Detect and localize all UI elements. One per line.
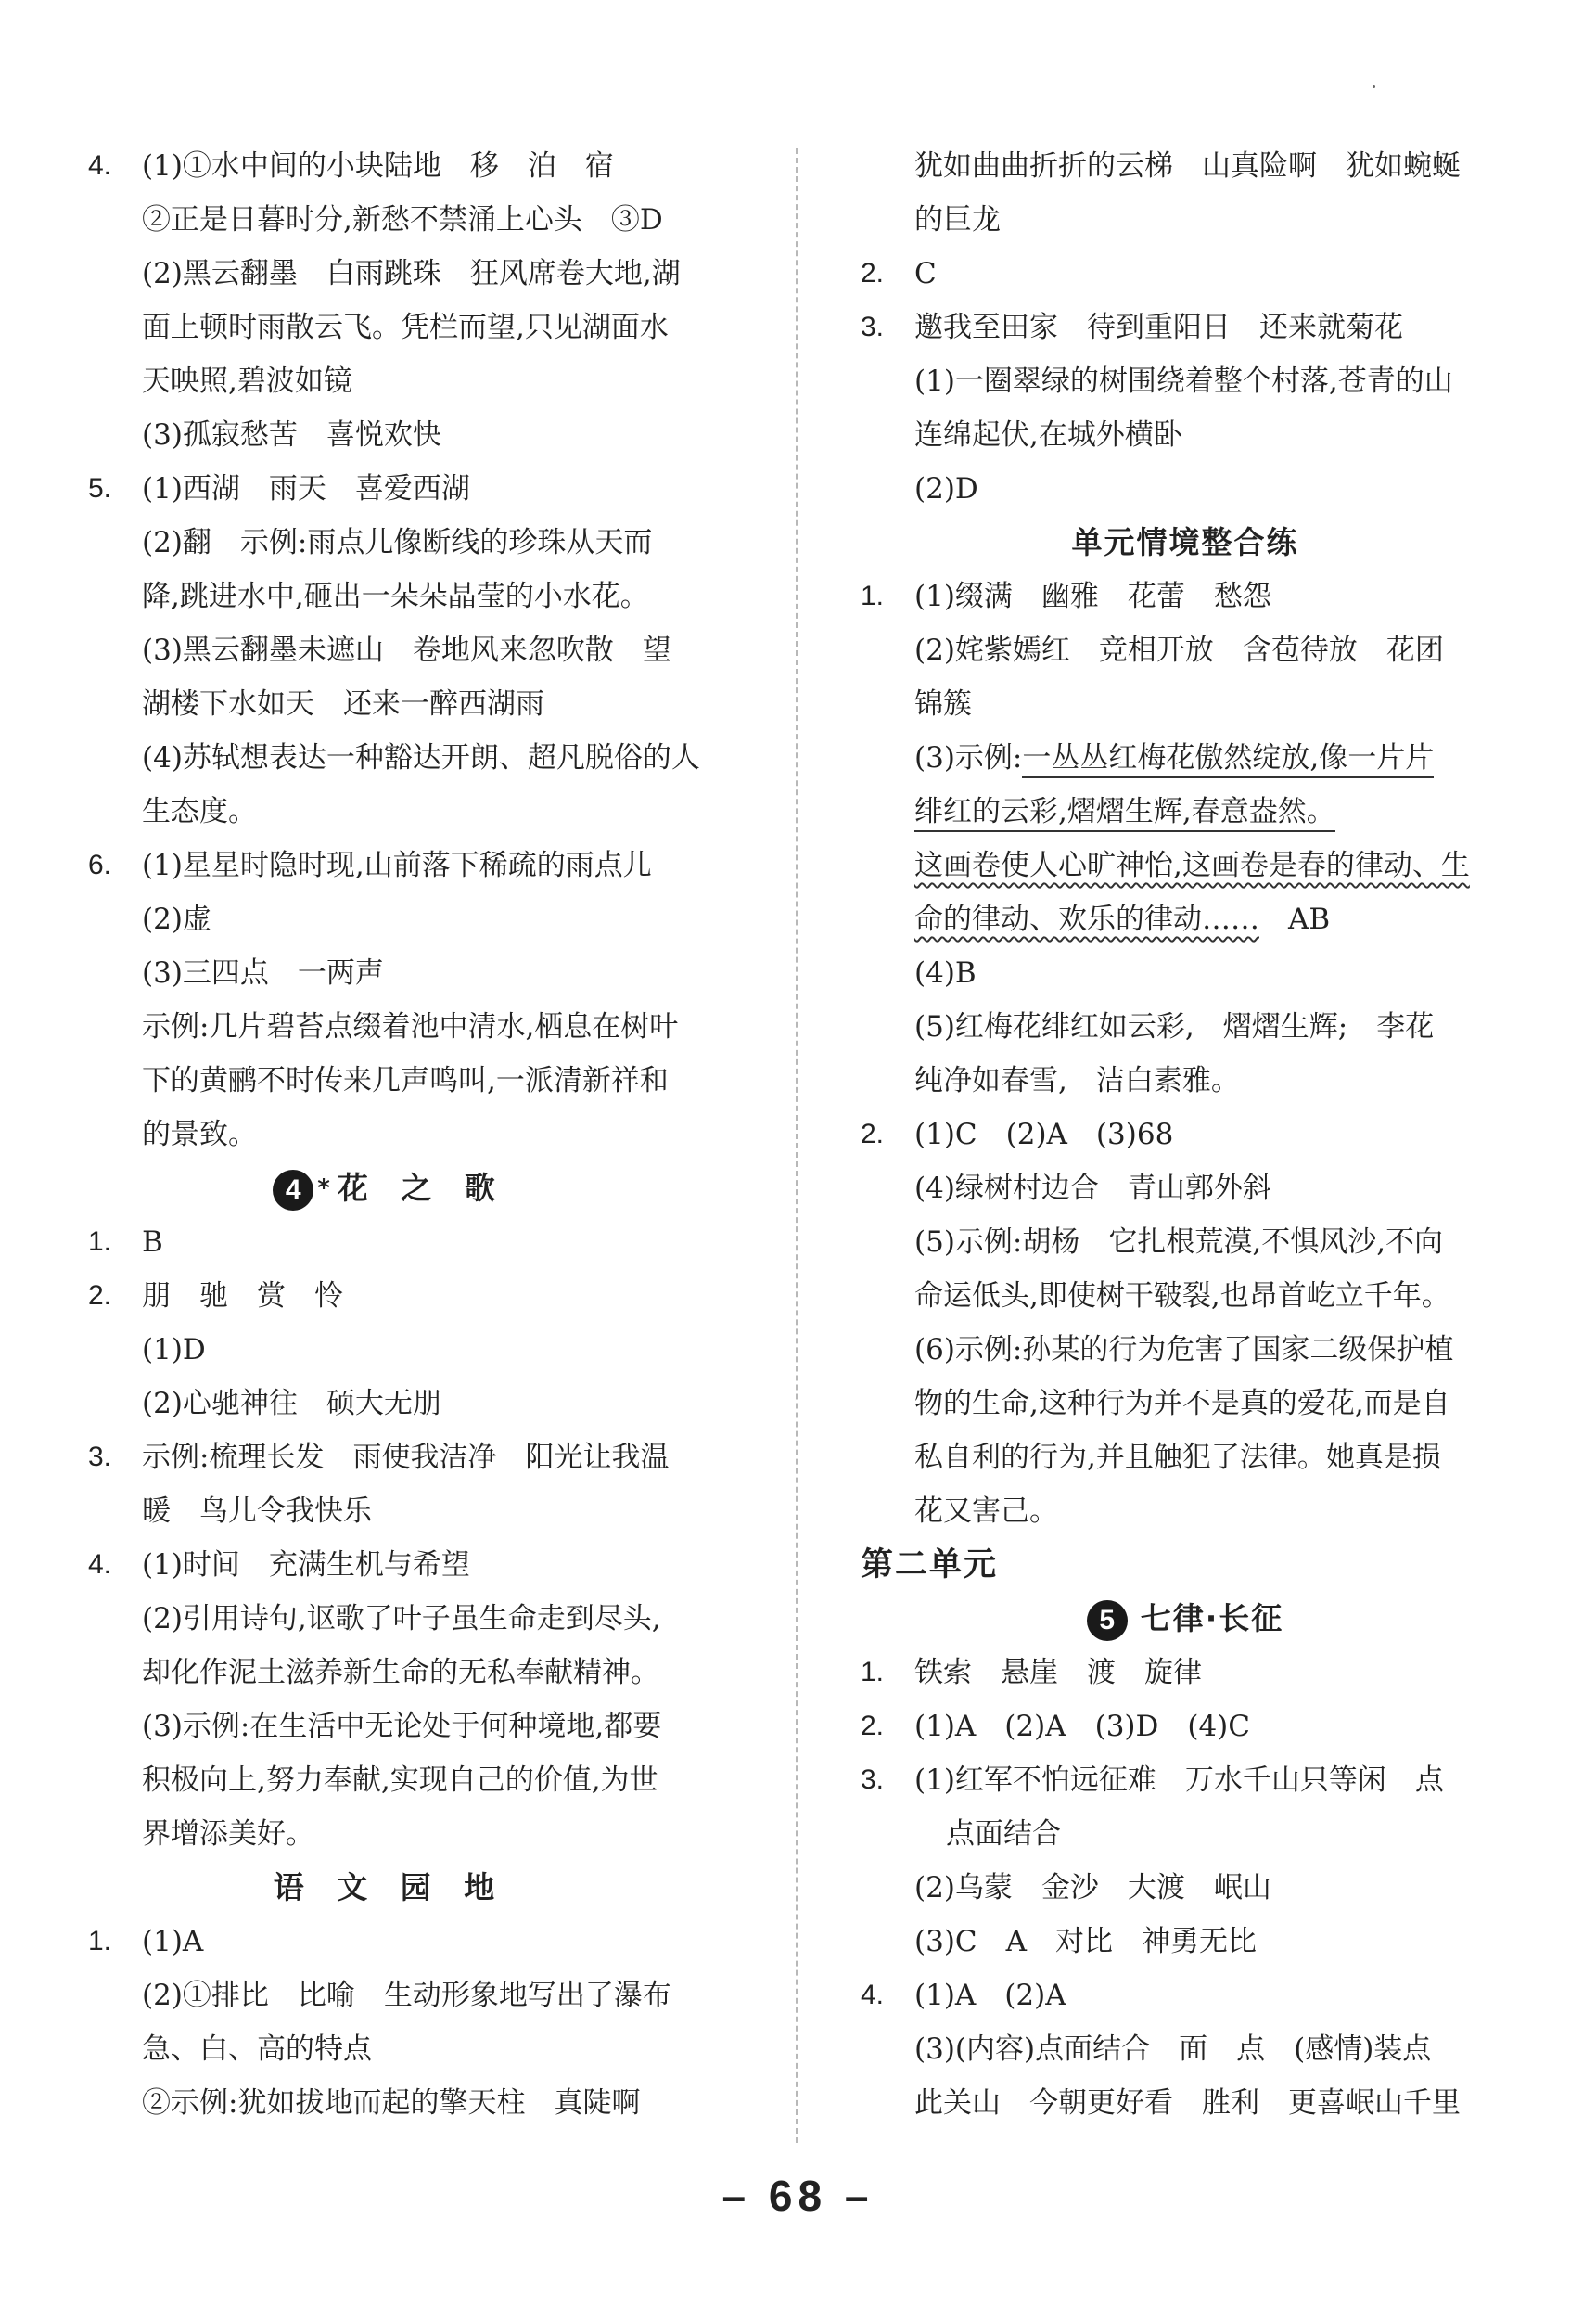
- answer-line: (2)虚: [142, 903, 211, 936]
- question-number: 4.: [88, 150, 112, 181]
- answer-line: (5)示例:胡杨 它扎根荒漠,不惧风沙,不向: [914, 1225, 1444, 1259]
- answer-line: 点面结合: [946, 1817, 1061, 1851]
- answer-line: (3)孤寂愁苦 喜悦欢快: [142, 418, 441, 452]
- answer-line: 命运低头,即使树干皲裂,也昂首屹立千年。: [914, 1279, 1450, 1313]
- answer-line: (5)红梅花绯红如云彩, 熠熠生辉; 李花: [914, 1010, 1435, 1044]
- answer-line: 2. C: [861, 247, 1510, 301]
- answer-line: 湖楼下水如天 还来一醉西湖雨: [142, 687, 544, 721]
- question-number: 3.: [88, 1442, 112, 1472]
- answer-line: 暖 鸟儿令我快乐: [142, 1494, 372, 1528]
- column-divider: [796, 148, 798, 2143]
- answer-line: (4)苏轼想表达一种豁达开朗、超凡脱俗的人: [142, 741, 700, 775]
- stray-dot: [1373, 85, 1375, 88]
- answer-line: (2)①排比 比喻 生动形象地写出了瀑布: [142, 1979, 671, 2012]
- question-number: 2.: [861, 1711, 885, 1741]
- answer-line: (1)一圈翠绿的树围绕着整个村落,苍青的山: [914, 365, 1453, 398]
- answer-line: 纯净如春雪, 洁白素雅。: [914, 1064, 1240, 1097]
- question-number: 3.: [861, 312, 885, 342]
- answer-line: 1. B: [88, 1215, 691, 1269]
- answer-line: 2. (1)C (2)A (3)68: [861, 1108, 1510, 1161]
- lesson-4-heading: [88, 1161, 691, 1215]
- answer-line: 积极向上,努力奉献,实现自己的价值,为世: [142, 1763, 658, 1797]
- question-number: 2.: [88, 1280, 112, 1311]
- answer-line: 1. (1)缀满 幽雅 花蕾 愁怨: [861, 570, 1510, 623]
- question-number: 1.: [88, 1226, 112, 1257]
- lesson-title: 花 之 歌: [337, 1170, 506, 1206]
- answer-line: (1)D: [142, 1333, 206, 1366]
- answer-line: 天映照,碧波如镜: [142, 365, 352, 398]
- chinese-garden-heading: 语 文 园 地: [273, 1869, 506, 1905]
- answer-line: (2)姹紫嫣红 竞相开放 含苞待放 花团: [914, 634, 1444, 667]
- question-number: 1.: [861, 1657, 885, 1687]
- answer-line: 2. 朋 驰 赏 怜: [88, 1269, 691, 1323]
- answer-line: 犹如曲曲折折的云梯 山真险啊 犹如蜿蜒: [914, 149, 1461, 183]
- answer-line: 4. (1)①水中间的小块陆地 移 泊 宿: [88, 139, 691, 193]
- question-number: 3.: [861, 1764, 885, 1795]
- answer-line: ②示例:犹如拔地而起的擎天柱 真陡啊: [142, 2086, 641, 2120]
- question-number: 4.: [861, 1980, 885, 2010]
- answer-line: (2)心驰神往 硕大无朋: [142, 1387, 441, 1420]
- lesson-title: 七律·长征: [1140, 1600, 1284, 1636]
- answer-line: (2)翻 示例:雨点儿像断线的珍珠从天而: [142, 526, 653, 559]
- question-number: 1.: [861, 581, 885, 611]
- wavy-underlined-text: 命的律动、欢乐的律动……: [914, 903, 1259, 936]
- answer-line: (2)D: [914, 472, 978, 506]
- answer-line: 命的律动、欢乐的律动…… AB: [914, 903, 1331, 936]
- answer-line: 4. (1)A (2)A: [861, 1968, 1510, 2022]
- answer-line: 的景致。: [142, 1118, 257, 1151]
- answer-line: (3)三四点 一两声: [142, 956, 384, 990]
- answer-line: 2. (1)A (2)A (3)D (4)C: [861, 1699, 1510, 1753]
- answer-line: 锦簇: [914, 687, 972, 721]
- question-number: 2.: [861, 258, 885, 289]
- answer-line: 的巨龙: [914, 203, 1001, 237]
- unit-2-heading: 第二单元: [861, 1546, 999, 1584]
- answer-line: [861, 785, 1510, 839]
- answer-line: (4)B: [914, 956, 977, 990]
- answer-line: (3)示例:一丛丛红梅花傲然绽放,像一片片: [861, 731, 1510, 785]
- answer-line: 示例:几片碧苔点缀着池中清水,栖息在树叶: [142, 1010, 679, 1044]
- answer-line: (6)示例:孙某的行为危害了国家二级保护植: [914, 1333, 1454, 1366]
- unit-practice-heading: 单元情境整合练: [1071, 524, 1299, 560]
- optional-lesson-star: *: [317, 1174, 330, 1202]
- answer-line: (2)黑云翻墨 白雨跳珠 狂风席卷大地,湖: [142, 257, 681, 290]
- answer-line: 私自利的行为,并且触犯了法律。她真是损: [914, 1441, 1441, 1474]
- answer-line: 生态度。: [142, 795, 257, 828]
- answer-line: (3)黑云翻墨未遮山 卷地风来忽吹散 望: [142, 634, 671, 667]
- question-number: 1.: [88, 1926, 112, 1956]
- lesson-5-heading: [861, 1592, 1510, 1646]
- right-column: [861, 139, 1510, 2130]
- answer-line: 3. 示例:梳理长发 雨使我洁净 阳光让我温: [88, 1430, 691, 1484]
- answer-line: 4. (1)时间 充满生机与希望: [88, 1538, 691, 1592]
- straight-underlined-text: 绯红的云彩,熠熠生辉,春意盎然。: [914, 795, 1335, 832]
- lesson-number-badge: 5: [1087, 1600, 1128, 1641]
- answer-line: (3)(内容)点面结合 面 点 (感情)装点: [914, 2032, 1432, 2066]
- answer-line: 降,跳进水中,砸出一朵朵晶莹的小水花。: [142, 580, 649, 613]
- answer-line: 却化作泥土滋养新生命的无私奉献精神。: [142, 1656, 659, 1689]
- answer-line: 面上顿时雨散云飞。凭栏而望,只见湖面水: [142, 311, 669, 344]
- wavy-underlined-text: 这画卷使人心旷神怡,这画卷是春的律动、生: [914, 849, 1470, 882]
- answer-line: (3)示例:在生活中无论处于何种境地,都要: [142, 1710, 662, 1743]
- question-number: 2.: [861, 1119, 885, 1149]
- page-number: – 68 –: [721, 2172, 875, 2220]
- lesson-number-badge: 4: [273, 1170, 313, 1211]
- answer-line: 物的生命,这种行为并不是真的爱花,而是自: [914, 1387, 1450, 1420]
- answer-line: ②正是日暮时分,新愁不禁涌上心头 ③D: [142, 203, 663, 237]
- answer-line: 下的黄鹂不时传来几声鸣叫,一派清新祥和: [142, 1064, 669, 1097]
- answer-line: (3)C A 对比 神勇无比: [914, 1925, 1258, 1958]
- answer-line: 急、白、高的特点: [142, 2032, 372, 2066]
- answer-line: (4)绿树村边合 青山郭外斜: [914, 1172, 1271, 1205]
- question-number: 6.: [88, 850, 112, 880]
- answer-line: 3. 邀我至田家 待到重阳日 还来就菊花: [861, 301, 1510, 354]
- answer-line: (2)乌蒙 金沙 大渡 岷山: [914, 1871, 1271, 1904]
- answer-line: 6. (1)星星时隐时现,山前落下稀疏的雨点儿: [88, 839, 691, 892]
- answer-line: 1. (1)A: [88, 1915, 691, 1968]
- answer-line: 花又害己。: [914, 1494, 1058, 1528]
- answer-line: 3. (1)红军不怕远征难 万水千山只等闲 点: [861, 1753, 1510, 1807]
- question-number: 4.: [88, 1549, 112, 1580]
- answer-line: 1. 铁索 悬崖 渡 旋律: [861, 1646, 1510, 1699]
- question-number: 5.: [88, 473, 112, 504]
- answer-line: 连绵起伏,在城外横卧: [914, 418, 1182, 452]
- left-column: [88, 139, 700, 2130]
- answer-line: (2)引用诗句,讴歌了叶子虽生命走到尽头,: [142, 1602, 661, 1635]
- answer-line: 此关山 今朝更好看 胜利 更喜岷山千里: [914, 2086, 1461, 2120]
- answer-line: 5. (1)西湖 雨天 喜爱西湖: [88, 462, 691, 516]
- answer-line: [861, 839, 1510, 892]
- straight-underlined-text: 一丛丛红梅花傲然绽放,像一片片: [1022, 741, 1434, 778]
- answer-line: 界增添美好。: [142, 1817, 314, 1851]
